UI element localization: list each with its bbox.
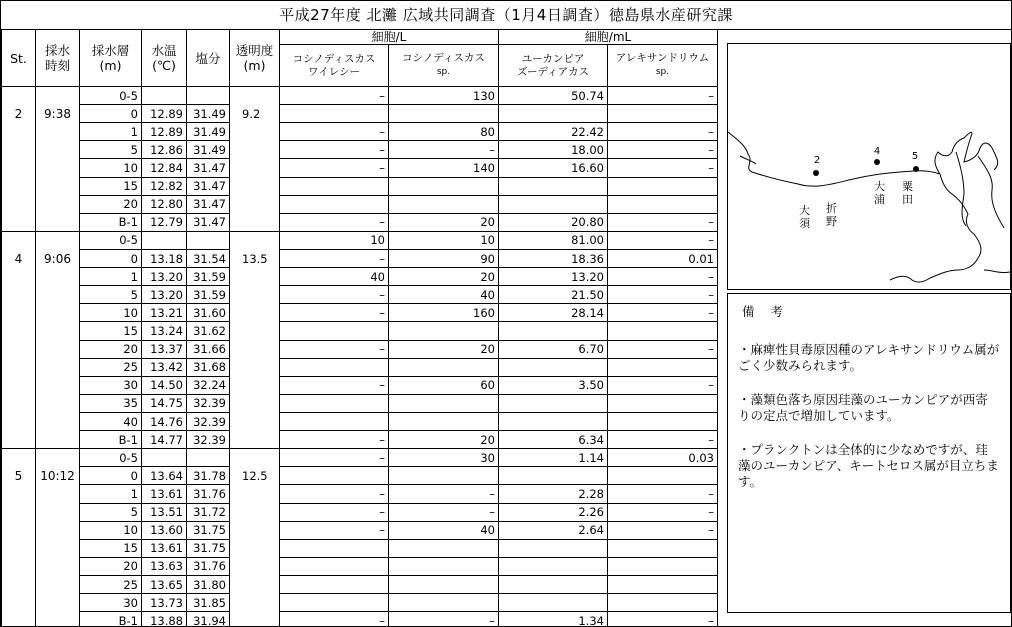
species-4-count — [608, 467, 718, 485]
temperature-cell: 13.37 — [142, 340, 187, 358]
table-row — [2, 539, 718, 557]
place-label-oura: 大 浦 — [874, 180, 885, 206]
species-4-count — [608, 177, 718, 195]
species-3-count: 2.64 — [499, 521, 608, 539]
salinity-cell: 31.47 — [187, 195, 230, 213]
place-label-osu: 大 須 — [799, 204, 810, 230]
station-dot-4 — [874, 159, 880, 165]
species-1-count: 10 — [280, 231, 389, 249]
place-label-orino: 折 野 — [826, 202, 837, 228]
salinity-cell: 31.49 — [187, 141, 230, 159]
station-marker-2: 2 — [813, 155, 821, 166]
survey-table — [1, 29, 718, 627]
species-2-count: – — [389, 612, 499, 627]
salinity-cell: 32.24 — [187, 376, 230, 394]
depth-cell: 0 — [80, 249, 142, 267]
species-4-count — [608, 412, 718, 430]
station-dot-2 — [813, 170, 819, 176]
salinity-cell: 32.39 — [187, 394, 230, 412]
salinity-cell: 31.49 — [187, 105, 230, 123]
species-2-count — [389, 177, 499, 195]
temperature-cell: 13.20 — [142, 286, 187, 304]
species-2-count: – — [389, 141, 499, 159]
temperature-cell: 13.18 — [142, 249, 187, 267]
table-row — [2, 249, 718, 267]
station-map — [727, 43, 1011, 290]
depth-cell: 10 — [80, 521, 142, 539]
depth-cell: 1 — [80, 485, 142, 503]
station-cell: 5 — [2, 449, 36, 627]
depth-cell: 25 — [80, 575, 142, 593]
temperature-cell: 13.73 — [142, 594, 187, 612]
species-1-count — [280, 594, 389, 612]
temperature-cell: 13.51 — [142, 503, 187, 521]
species-2-count: – — [389, 485, 499, 503]
species-3-count — [499, 412, 608, 430]
species-4-count — [608, 105, 718, 123]
species-4-count — [608, 195, 718, 213]
species-1-count — [280, 557, 389, 575]
species-3-count — [499, 105, 608, 123]
depth-cell: 10 — [80, 304, 142, 322]
table-row — [2, 358, 718, 376]
species-3-count: 81.00 — [499, 231, 608, 249]
species-4-count — [608, 557, 718, 575]
species-1-count — [280, 467, 389, 485]
species-3-count — [499, 322, 608, 340]
species-3-count: 50.74 — [499, 87, 608, 105]
coastline-map — [728, 44, 1010, 289]
header-species-4: アレキサンドリウム sp. — [608, 45, 718, 87]
species-1-count: – — [280, 87, 389, 105]
transparency-cell: 9.2 — [230, 87, 280, 232]
species-3-count: 2.26 — [499, 503, 608, 521]
table-row — [2, 467, 718, 485]
species-3-count: 28.14 — [499, 304, 608, 322]
header-species-1: コシノディスカス ワイレシー — [280, 45, 389, 87]
temperature-cell: 13.65 — [142, 575, 187, 593]
species-1-count — [280, 412, 389, 430]
species-1-count: – — [280, 521, 389, 539]
temperature-cell: 14.76 — [142, 412, 187, 430]
depth-cell: B-1 — [80, 431, 142, 449]
depth-cell: 30 — [80, 594, 142, 612]
table-row — [2, 503, 718, 521]
temperature-cell — [142, 449, 187, 467]
species-4-count: – — [608, 123, 718, 141]
temperature-cell: 13.61 — [142, 485, 187, 503]
temperature-cell: 13.20 — [142, 268, 187, 286]
remark-item: ・藻類色落ち原因珪藻のユーカンピアが西寄りの定点で増加しています。 — [738, 392, 988, 423]
temperature-cell: 13.42 — [142, 358, 187, 376]
table-row — [2, 304, 718, 322]
depth-cell: 20 — [80, 195, 142, 213]
species-1-count — [280, 105, 389, 123]
salinity-cell: 31.54 — [187, 249, 230, 267]
depth-cell: 25 — [80, 358, 142, 376]
species-4-count: – — [608, 376, 718, 394]
species-3-count: 6.34 — [499, 431, 608, 449]
depth-cell: B-1 — [80, 612, 142, 627]
salinity-cell: 31.76 — [187, 485, 230, 503]
species-4-count: – — [608, 340, 718, 358]
temperature-cell: 14.75 — [142, 394, 187, 412]
temperature-cell: 14.77 — [142, 431, 187, 449]
species-4-count: – — [608, 87, 718, 105]
species-3-count: 20.80 — [499, 213, 608, 231]
temperature-cell: 13.24 — [142, 322, 187, 340]
species-4-count: – — [608, 431, 718, 449]
remarks-panel — [727, 293, 1011, 613]
species-1-count: – — [280, 503, 389, 521]
temperature-cell: 12.82 — [142, 177, 187, 195]
species-1-count — [280, 394, 389, 412]
table-row — [2, 141, 718, 159]
table-row — [2, 412, 718, 430]
species-1-count: – — [280, 304, 389, 322]
temperature-cell: 12.86 — [142, 141, 187, 159]
depth-cell: 20 — [80, 557, 142, 575]
station-marker-4: 4 — [873, 146, 881, 157]
temperature-cell — [142, 231, 187, 249]
depth-cell: 1 — [80, 123, 142, 141]
species-2-count — [389, 322, 499, 340]
species-3-count: 1.14 — [499, 449, 608, 467]
species-3-count — [499, 575, 608, 593]
species-1-count: 40 — [280, 268, 389, 286]
species-4-count: – — [608, 304, 718, 322]
species-2-count: – — [389, 503, 499, 521]
species-3-count: 21.50 — [499, 286, 608, 304]
depth-cell: 0-5 — [80, 449, 142, 467]
species-2-count: 30 — [389, 449, 499, 467]
depth-cell: 40 — [80, 412, 142, 430]
species-2-count — [389, 105, 499, 123]
species-2-count: 60 — [389, 376, 499, 394]
salinity-cell: 31.78 — [187, 467, 230, 485]
species-4-count — [608, 575, 718, 593]
species-2-count: 10 — [389, 231, 499, 249]
species-3-count — [499, 594, 608, 612]
depth-cell: 15 — [80, 539, 142, 557]
depth-cell: 0-5 — [80, 87, 142, 105]
header-station: St. — [2, 30, 36, 87]
species-1-count: – — [280, 286, 389, 304]
depth-cell: 1 — [80, 268, 142, 286]
species-2-count: 20 — [389, 340, 499, 358]
species-2-count — [389, 594, 499, 612]
depth-cell: B-1 — [80, 213, 142, 231]
table-row — [2, 123, 718, 141]
species-2-count: 40 — [389, 286, 499, 304]
header-species-2: コシノディスカス sp. — [389, 45, 499, 87]
salinity-cell: 31.66 — [187, 340, 230, 358]
transparency-cell: 12.5 — [230, 449, 280, 627]
salinity-cell: 31.68 — [187, 358, 230, 376]
station-dot-5 — [913, 166, 919, 172]
station-cell: 2 — [2, 87, 36, 232]
table-row — [2, 268, 718, 286]
temperature-cell: 13.21 — [142, 304, 187, 322]
salinity-cell: 31.85 — [187, 594, 230, 612]
temperature-cell: 12.80 — [142, 195, 187, 213]
species-2-count — [389, 394, 499, 412]
salinity-cell — [187, 87, 230, 105]
temperature-cell: 14.50 — [142, 376, 187, 394]
species-4-count — [608, 594, 718, 612]
table-row — [2, 557, 718, 575]
table-row — [2, 594, 718, 612]
table-row — [2, 87, 718, 105]
salinity-cell: 31.75 — [187, 539, 230, 557]
sampling-time-cell: 9:38 — [36, 87, 80, 232]
species-3-count: 18.36 — [499, 249, 608, 267]
table-row — [2, 322, 718, 340]
species-4-count: – — [608, 141, 718, 159]
place-label-awata: 粟 田 — [902, 180, 913, 206]
temperature-cell: 13.88 — [142, 612, 187, 627]
species-4-count: 0.01 — [608, 249, 718, 267]
table-row — [2, 213, 718, 231]
depth-cell: 0 — [80, 467, 142, 485]
depth-cell: 5 — [80, 141, 142, 159]
species-2-count — [389, 539, 499, 557]
species-1-count: – — [280, 159, 389, 177]
species-2-count: 160 — [389, 304, 499, 322]
species-2-count: 140 — [389, 159, 499, 177]
species-2-count — [389, 358, 499, 376]
species-1-count — [280, 575, 389, 593]
salinity-cell: 31.75 — [187, 521, 230, 539]
remark-item: ・プランクトンは全体的に少なめですが、珪藻のユーカンピア、キートセロス属が目立ちます。 — [738, 442, 999, 489]
depth-cell: 0 — [80, 105, 142, 123]
transparency-cell: 13.5 — [230, 231, 280, 448]
table-row — [2, 177, 718, 195]
species-2-count — [389, 195, 499, 213]
table-row — [2, 575, 718, 593]
depth-cell: 35 — [80, 394, 142, 412]
depth-cell: 15 — [80, 322, 142, 340]
header-species-3: ユーカンピア ズーディアカス — [499, 45, 608, 87]
salinity-cell: 31.47 — [187, 213, 230, 231]
species-2-count — [389, 467, 499, 485]
remarks-heading: 備 考 — [742, 304, 789, 319]
table-row — [2, 159, 718, 177]
species-2-count — [389, 412, 499, 430]
station-marker-5: 5 — [911, 151, 919, 162]
depth-cell: 10 — [80, 159, 142, 177]
species-4-count: – — [608, 159, 718, 177]
salinity-cell: 31.72 — [187, 503, 230, 521]
species-1-count — [280, 195, 389, 213]
species-4-count: – — [608, 485, 718, 503]
species-3-count — [499, 467, 608, 485]
temperature-cell: 12.84 — [142, 159, 187, 177]
species-3-count: 16.60 — [499, 159, 608, 177]
salinity-cell: 31.94 — [187, 612, 230, 627]
table-row — [2, 449, 718, 467]
species-2-count: 80 — [389, 123, 499, 141]
salinity-cell: 31.59 — [187, 286, 230, 304]
species-1-count: – — [280, 340, 389, 358]
sampling-time-cell: 10:12 — [36, 449, 80, 627]
salinity-cell: 31.47 — [187, 159, 230, 177]
species-4-count: – — [608, 268, 718, 286]
salinity-cell: 31.80 — [187, 575, 230, 593]
species-1-count: – — [280, 485, 389, 503]
species-1-count: – — [280, 376, 389, 394]
species-4-count — [608, 358, 718, 376]
species-3-count — [499, 358, 608, 376]
table-body — [2, 87, 718, 627]
temperature-cell: 13.61 — [142, 539, 187, 557]
salinity-cell: 31.47 — [187, 177, 230, 195]
species-1-count: – — [280, 123, 389, 141]
table-row — [2, 340, 718, 358]
salinity-cell: 31.49 — [187, 123, 230, 141]
species-2-count: 40 — [389, 521, 499, 539]
sampling-time-cell: 9:06 — [36, 231, 80, 448]
species-4-count: – — [608, 213, 718, 231]
table-row — [2, 521, 718, 539]
table-row — [2, 431, 718, 449]
species-1-count — [280, 358, 389, 376]
species-1-count: – — [280, 449, 389, 467]
species-1-count: – — [280, 141, 389, 159]
salinity-cell: 31.59 — [187, 268, 230, 286]
temperature-cell: 12.89 — [142, 105, 187, 123]
species-1-count: – — [280, 213, 389, 231]
salinity-cell: 31.62 — [187, 322, 230, 340]
species-1-count — [280, 177, 389, 195]
species-4-count — [608, 539, 718, 557]
species-3-count: 13.20 — [499, 268, 608, 286]
temperature-cell: 13.64 — [142, 467, 187, 485]
salinity-cell: 32.39 — [187, 412, 230, 430]
species-2-count — [389, 575, 499, 593]
species-3-count — [499, 394, 608, 412]
depth-cell: 0-5 — [80, 231, 142, 249]
header-transparency: 透明度 (m) — [230, 30, 280, 87]
species-4-count: – — [608, 521, 718, 539]
species-4-count: – — [608, 231, 718, 249]
species-2-count: 20 — [389, 431, 499, 449]
species-1-count: – — [280, 249, 389, 267]
temperature-cell: 13.63 — [142, 557, 187, 575]
species-2-count: 130 — [389, 87, 499, 105]
species-3-count — [499, 539, 608, 557]
species-4-count: 0.03 — [608, 449, 718, 467]
species-4-count: – — [608, 612, 718, 627]
species-2-count: 20 — [389, 213, 499, 231]
table-row — [2, 485, 718, 503]
header-cells-per-ml: 細胞/mL — [499, 30, 718, 45]
temperature-cell: 12.89 — [142, 123, 187, 141]
temperature-cell: 12.79 — [142, 213, 187, 231]
table-row — [2, 195, 718, 213]
species-2-count — [389, 557, 499, 575]
depth-cell: 30 — [80, 376, 142, 394]
species-4-count: – — [608, 503, 718, 521]
page-title: 平成27年度 北灘 広域共同調査（1月4日調査）徳島県水産研究課 — [1, 1, 1011, 30]
temperature-cell: 13.60 — [142, 521, 187, 539]
depth-cell: 5 — [80, 503, 142, 521]
species-3-count: 1.34 — [499, 612, 608, 627]
species-3-count — [499, 195, 608, 213]
header-time: 採水 時刻 — [36, 30, 80, 87]
header-temperature: 水温 (℃) — [142, 30, 187, 87]
species-3-count: 18.00 — [499, 141, 608, 159]
depth-cell: 5 — [80, 286, 142, 304]
species-4-count: – — [608, 286, 718, 304]
species-4-count — [608, 394, 718, 412]
header-depth: 採水層 (m) — [80, 30, 142, 87]
remark-item: ・麻痺性貝毒原因種のアレキサンドリウム属がごく少数みられます。 — [738, 342, 1000, 373]
species-3-count — [499, 177, 608, 195]
species-3-count: 2.28 — [499, 485, 608, 503]
table-row — [2, 376, 718, 394]
salinity-cell — [187, 231, 230, 249]
species-1-count: – — [280, 431, 389, 449]
header-salinity: 塩分 — [187, 30, 230, 87]
header-cells-per-l: 細胞/L — [280, 30, 499, 45]
depth-cell: 15 — [80, 177, 142, 195]
species-1-count — [280, 322, 389, 340]
depth-cell: 20 — [80, 340, 142, 358]
species-3-count: 22.42 — [499, 123, 608, 141]
species-2-count: 90 — [389, 249, 499, 267]
species-2-count: 20 — [389, 268, 499, 286]
station-cell: 4 — [2, 231, 36, 448]
table-row — [2, 231, 718, 249]
species-3-count: 3.50 — [499, 376, 608, 394]
table-row — [2, 394, 718, 412]
salinity-cell — [187, 449, 230, 467]
species-3-count — [499, 557, 608, 575]
species-1-count — [280, 539, 389, 557]
species-1-count: – — [280, 612, 389, 627]
temperature-cell — [142, 87, 187, 105]
table-row — [2, 612, 718, 627]
species-4-count — [608, 322, 718, 340]
species-3-count: 6.70 — [499, 340, 608, 358]
salinity-cell: 32.39 — [187, 431, 230, 449]
salinity-cell: 31.76 — [187, 557, 230, 575]
table-row — [2, 105, 718, 123]
salinity-cell: 31.60 — [187, 304, 230, 322]
table-row — [2, 286, 718, 304]
